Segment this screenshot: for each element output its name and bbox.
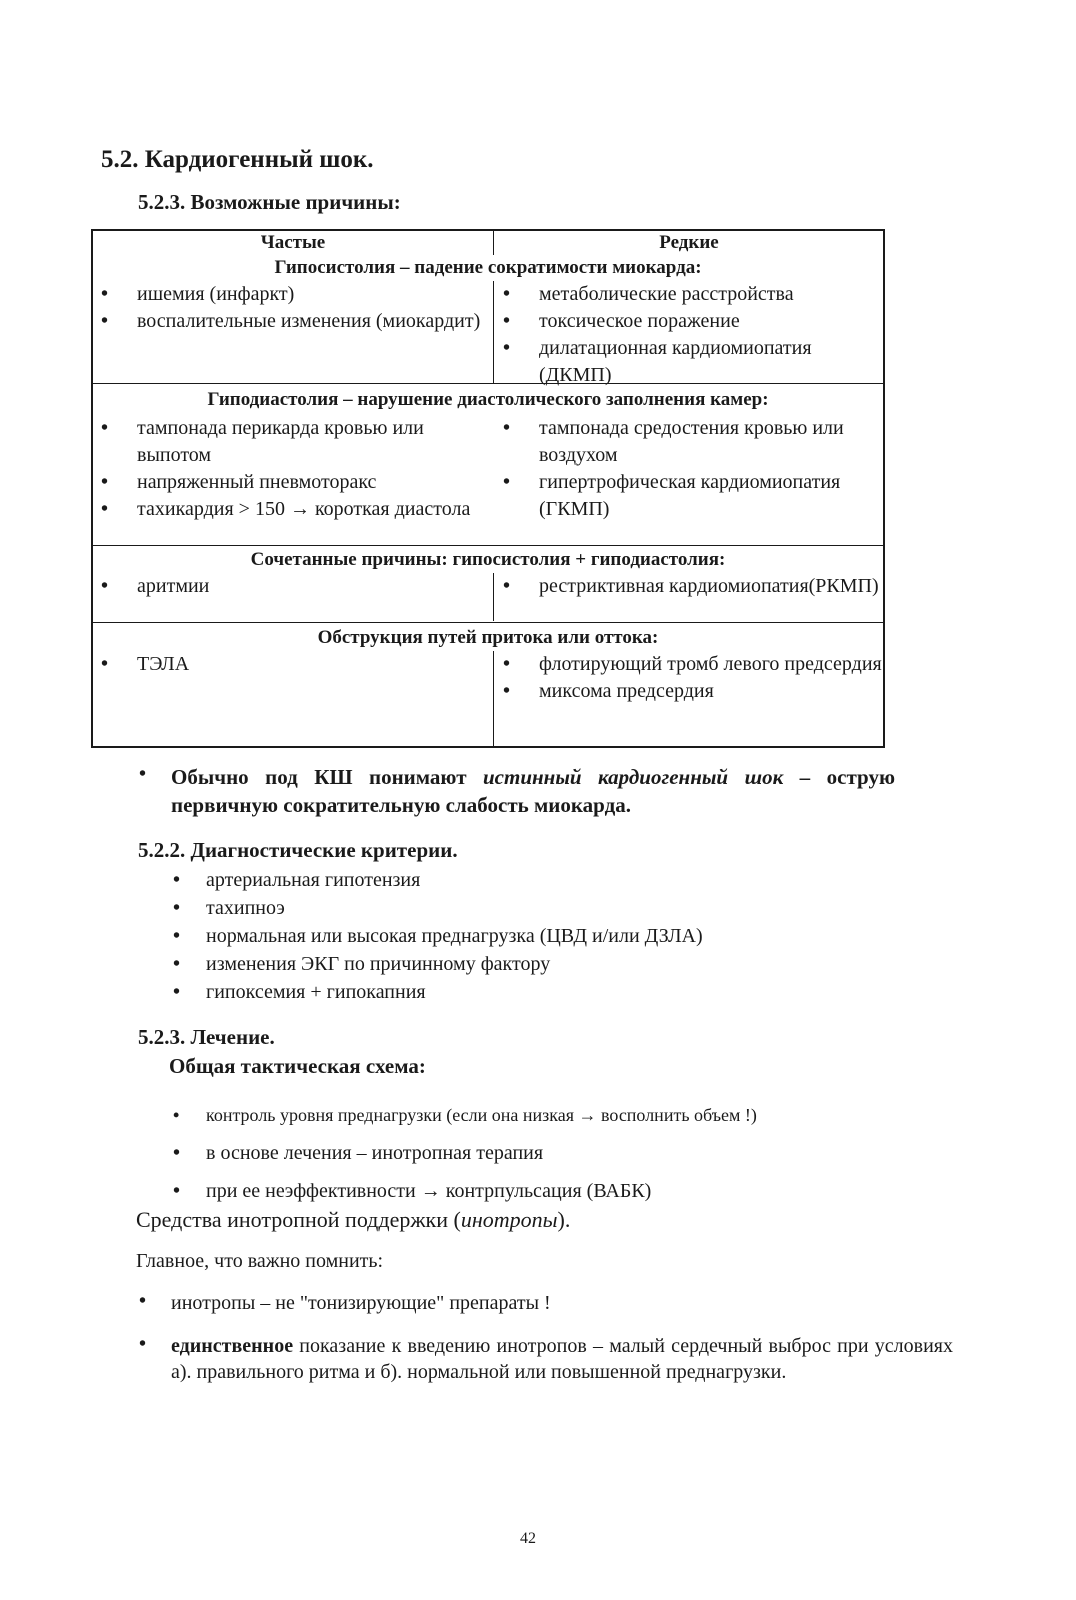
point2-rest: показание к введению инотропов – малый сердечный выброс при условиях а). правильного ритма и б). нормальной или повышенной преднагрузки.	[171, 1335, 953, 1383]
group4-frequent	[93, 651, 488, 678]
group-title-combined: Сочетанные причины: гипосистолия + гиподиастолия:	[250, 549, 726, 570]
page-title: 5.2. Кардиогенный шок.	[101, 146, 374, 173]
group-title-hypodiastole: Гиподиастолия – нарушение диастолического заполнения камер:	[207, 389, 769, 410]
list-item: • миксома предсердия	[495, 678, 885, 705]
remember-line: Главное, что важно помнить:	[136, 1250, 384, 1272]
list-item: • ишемия (инфаркт)	[93, 281, 488, 308]
inotropes-italic: инотропы	[460, 1207, 558, 1232]
list-item: • воспалительные изменения (миокардит)	[93, 308, 488, 335]
list-item: • в основе лечения – инотропная терапия	[168, 1134, 757, 1172]
list-item: • тампонада средостения кровью или воздухом	[495, 415, 885, 469]
point2-bold: единственное	[171, 1335, 294, 1357]
inotropes-line	[136, 1206, 570, 1233]
group2-rare	[495, 415, 885, 523]
list-item: • изменения ЭКГ по причинному фактору	[168, 950, 703, 978]
treatment-list	[168, 1096, 757, 1210]
list-item: • артериальная гипотензия	[168, 866, 703, 894]
group2-frequent	[93, 415, 488, 523]
point1-bullet: •	[139, 1290, 147, 1312]
group1-rare	[495, 281, 885, 389]
col-header-rare: Редкие	[659, 232, 719, 253]
note-text-2: – острую первичную сократительную слабость миокарда.	[171, 765, 895, 817]
group3-frequent	[93, 573, 488, 600]
list-item: • нормальная или высокая преднагрузка (ЦВД и/или ДЗЛА)	[168, 922, 703, 950]
list-item: • рестриктивная кардиомиопатия(РКМП)	[495, 573, 885, 600]
inotropes-prefix: Средства инотропной поддержки (	[136, 1207, 461, 1232]
inotropes-suffix: ).	[557, 1207, 571, 1232]
group-title-hyposystole: Гипосистолия – падение сократимости миокарда:	[274, 257, 702, 278]
group3-rare	[495, 573, 885, 600]
point2-text	[171, 1333, 953, 1385]
note-bullet: •	[139, 763, 147, 785]
list-item: • аритмии	[93, 573, 488, 600]
list-item: • контроль уровня преднагрузки (если она низкая → восполнить объем !)	[168, 1096, 757, 1134]
group-title-obstruction: Обструкция путей притока или оттока:	[317, 627, 659, 648]
list-item: • гипоксемия + гипокапния	[168, 978, 703, 1006]
point1-text: инотропы – не "тонизирующие" препараты !	[171, 1292, 551, 1314]
note-text-1: Обычно под КШ понимают	[171, 765, 483, 789]
list-item: • при ее неэффективности → контрпульсация (ВАБК)	[168, 1172, 757, 1210]
note-text-italic: истинный кардиогенный шок	[482, 765, 784, 789]
list-item: • тахикардия > 150 → короткая диастола	[93, 496, 488, 523]
col-header-frequent: Частые	[260, 232, 326, 253]
definition-note	[171, 763, 895, 819]
list-item: • токсическое поражение	[495, 308, 885, 335]
treatment-heading: 5.2.3. Лечение.	[138, 1025, 275, 1049]
diagnostics-heading: 5.2.2. Диагностические критерии.	[138, 838, 458, 862]
list-item: • тампонада перикарда кровью или выпотом	[93, 415, 488, 469]
list-item: • гипертрофическая кардиомиопатия (ГКМП)	[495, 469, 885, 523]
diagnostics-list	[168, 866, 703, 1006]
group1-frequent	[93, 281, 488, 335]
section-heading-causes: 5.2.3. Возможные причины:	[138, 190, 401, 214]
group4-rare	[495, 651, 885, 705]
list-item: • напряженный пневмоторакс	[93, 469, 488, 496]
causes-table	[91, 229, 885, 748]
list-item: • дилатационная кардиомиопатия (ДКМП)	[495, 335, 885, 389]
point2-bullet: •	[139, 1333, 147, 1355]
list-item: • тахипноэ	[168, 894, 703, 922]
list-item: • метаболические расстройства	[495, 281, 885, 308]
treatment-subheading: Общая тактическая схема:	[169, 1054, 426, 1078]
page-number: 42	[520, 1530, 536, 1547]
list-item: • ТЭЛА	[93, 651, 488, 678]
list-item: • флотирующий тромб левого предсердия	[495, 651, 885, 678]
